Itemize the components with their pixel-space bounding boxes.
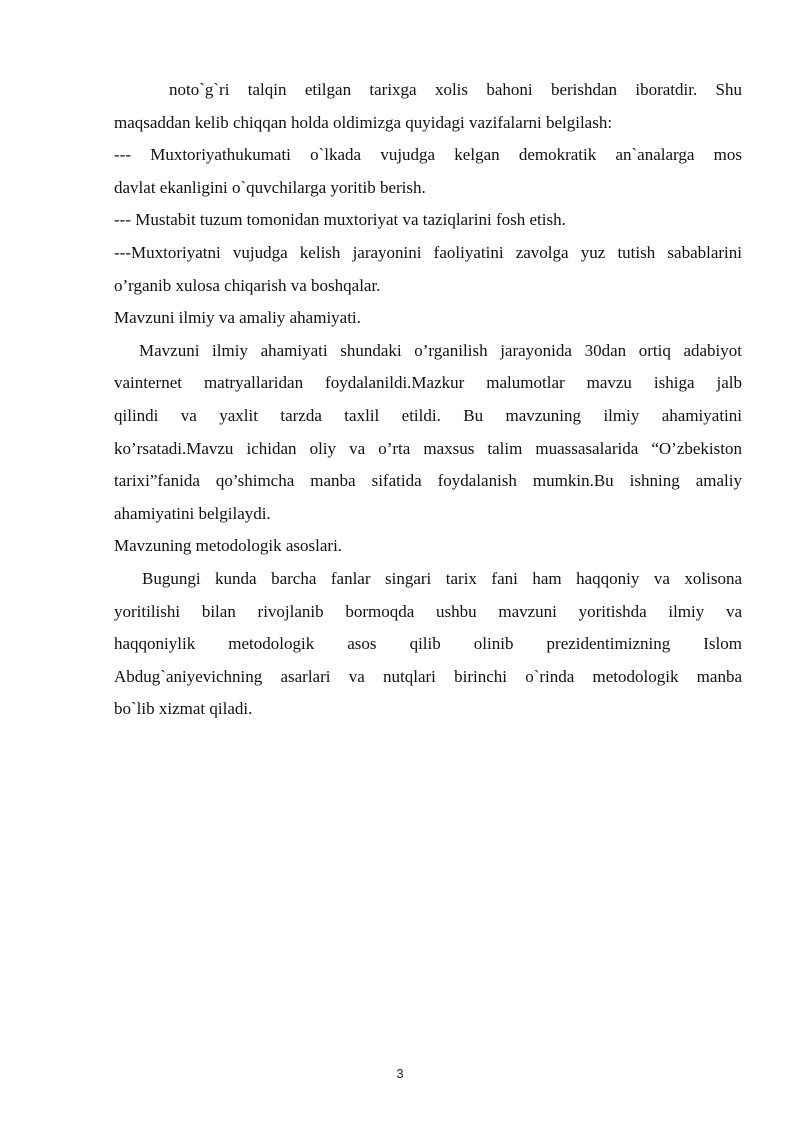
text-line: ko’rsatadi.Mavzu ichidan oliy va o’rta maxsus talim muassasalarida “O’zbekiston [114, 438, 742, 458]
section-heading: Mavzuning metodologik asoslari. [114, 536, 343, 556]
text-line: vainternet matryallaridan foydalanildi.Mazkur malumotlar mavzu ishiga jalb [114, 373, 742, 393]
text-line: davlat ekanligini o`quvchilarga yoritib berish. [114, 177, 426, 197]
section-heading: Mavzuni ilmiy va amaliy ahamiyati. [114, 308, 361, 328]
text-line: haqqoniylik metodologik asos qilib olinib prezidentimizning Islom [114, 634, 742, 654]
text-line: o’rganib xulosa chiqarish va boshqalar. [114, 275, 381, 295]
text-line: ---Muxtoriyatni vujudga kelish jarayonini faoliyatini zavolga yuz tutish sabablarini [114, 242, 742, 262]
text-line: Abdug`aniyevichning asarlari va nutqlari birinchi o`rinda metodologik manba [114, 666, 742, 686]
text-line: maqsaddan kelib chiqqan holda oldimizga quyidagi vazifalarni belgilash: [114, 112, 613, 132]
page-number: 3 [396, 1066, 404, 1081]
text-line: bo`lib xizmat qiladi. [114, 699, 253, 719]
text-line: Bugungi kunda barcha fanlar singari tarix fani ham haqqoniy va xolisona [142, 568, 742, 588]
document-body [114, 74, 742, 726]
text-line: yoritilishi bilan rivojlanib bormoqda ushbu mavzuni yoritishda ilmiy va [114, 601, 742, 621]
text-line: qilindi va yaxlit tarzda taxlil etildi. Bu mavzuning ilmiy ahamiyatini [114, 405, 742, 425]
text-line: Mavzuni ilmiy ahamiyati shundaki o’rganilish jarayonida 30dan ortiq adabiyot [139, 340, 742, 360]
text-line: tarixi”fanida qo’shimcha manba sifatida foydalanish mumkin.Bu ishning amaliy [114, 471, 742, 491]
text-line: ahamiyatini belgilaydi. [114, 503, 271, 523]
text-line: --- Muxtoriyathukumati o`lkada vujudga kelgan demokratik an`analarga mos [114, 145, 742, 165]
text-line: noto`g`ri talqin etilgan tarixga xolis bahoni berishdan iboratdir. Shu [169, 80, 742, 99]
text-line: --- Mustabit tuzum tomonidan muxtoriyat va taziqlarini fosh etish. [114, 210, 566, 230]
